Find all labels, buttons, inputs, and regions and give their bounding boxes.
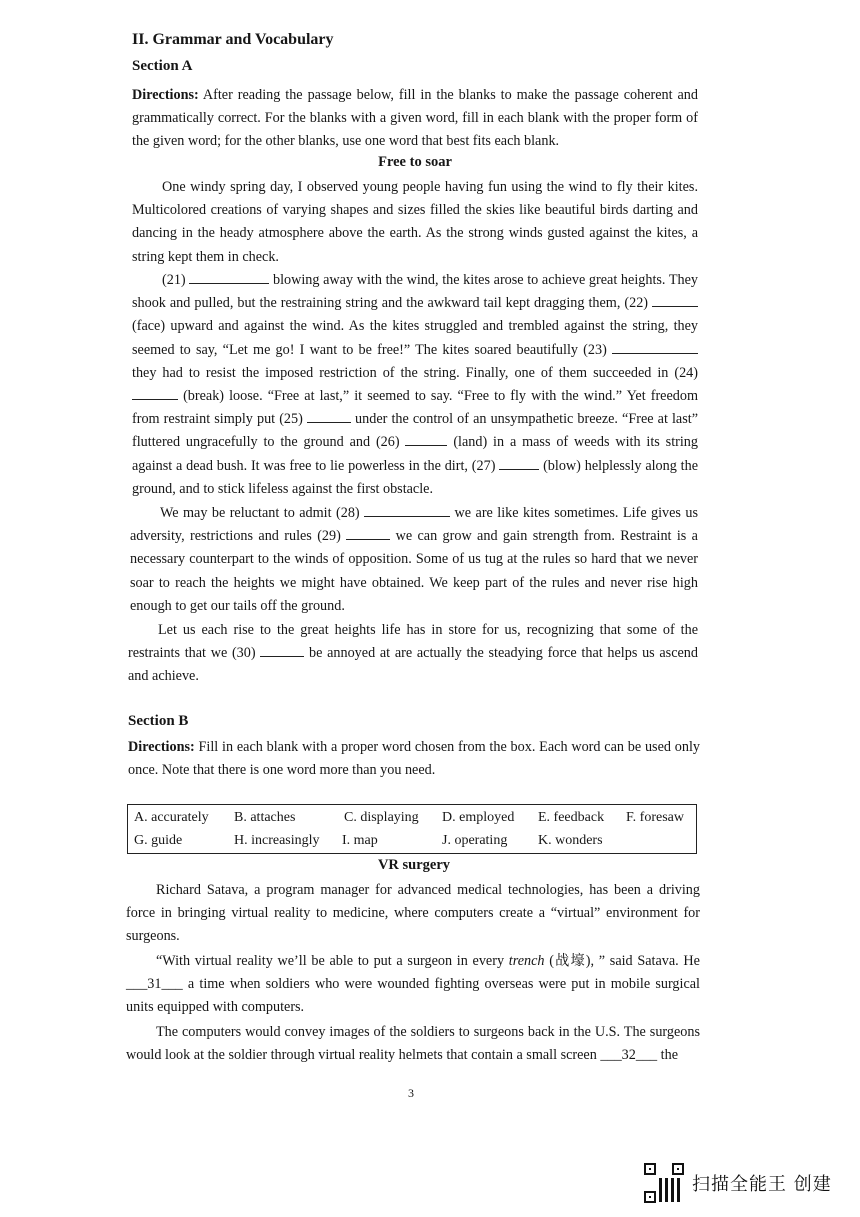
qr-code-icon xyxy=(644,1163,684,1203)
section-a-heading: Section A xyxy=(132,58,193,74)
blank-29[interactable] xyxy=(346,525,390,540)
page-number: 3 xyxy=(408,1086,414,1100)
word-bank-box xyxy=(127,804,697,854)
passage-b-paragraph-2 xyxy=(126,950,700,1020)
word-option-b: B. attaches xyxy=(234,810,296,825)
blank-32[interactable]: ___32___ xyxy=(600,1047,658,1064)
text-italic: trench xyxy=(508,953,545,969)
text: “With virtual reality we’ll be able to put a surgeon in every xyxy=(156,953,509,969)
blank-22[interactable] xyxy=(652,292,698,307)
text: (战壕), ” said Satava. He xyxy=(544,953,700,969)
text: (break) loose. “Free at last,” it seemed to say. “Free to fly with the wind.” Yet freedom from restraint simply put (25) xyxy=(132,388,698,428)
blank-23[interactable] xyxy=(612,339,698,354)
text: we can grow and gain strength from. Restraint is a necessary counterpart to the winds of opposition. Some of us tug at the rules so hard that we never soar to reach the heights we might have obtained. We keep part of the rules and never rise high enough to get our tails off the ground. xyxy=(130,528,698,614)
text: be annoyed at are actually the steadying force that helps us ascend and achieve. xyxy=(128,645,698,685)
blank-26[interactable] xyxy=(405,431,447,446)
text: The computers would convey images of the soldiers to surgeons back in the U.S. The surgeons would look at the soldier through virtual reality helmets that contain a small screen xyxy=(126,1024,700,1064)
scanner-app-credit: 扫描全能王 创建 xyxy=(692,1174,832,1195)
passage-a-paragraph-2 xyxy=(132,269,698,501)
text: we are like kites sometimes. Life gives us adversity, restrictions and rules (29) xyxy=(130,505,698,545)
blank-21[interactable] xyxy=(189,269,269,284)
blank-27[interactable] xyxy=(499,455,539,470)
text: they had to resist the imposed restriction of the string. Finally, one of them succeeded in (24) xyxy=(132,364,698,381)
directions-label: Directions: xyxy=(128,739,195,755)
word-option-e: E. feedback xyxy=(538,810,605,825)
passage-a-paragraph-4 xyxy=(128,619,698,689)
scanner-watermark xyxy=(644,1163,832,1203)
text: the xyxy=(657,1047,679,1064)
section-a-directions xyxy=(132,84,698,154)
blank-28[interactable] xyxy=(364,502,450,517)
passage-title-free-to-soar: Free to soar xyxy=(378,154,452,170)
blank-25[interactable] xyxy=(307,408,351,423)
text: blowing away with the wind, the kites arose to achieve great heights. They shook and pulled, but the restraining string and the awkward tail kept dragging them, (22) xyxy=(132,272,699,312)
directions-text: After reading the passage below, fill in the blanks to make the passage coherent and grammatically correct. For the blanks with a given word, fill in each blank with the proper form of the given word; for the other blanks, use one word that best fits each blank. xyxy=(132,87,698,150)
text: (face) upward and against the wind. As the kites struggled and trembled against the string, they seemed to say, “Let me go! I want to be free!” The kites soared beautifully (23) xyxy=(132,318,698,358)
blank-24[interactable] xyxy=(132,385,178,400)
passage-a-paragraph-3 xyxy=(130,502,698,618)
text: (blow) helplessly along the ground, and to stick lifeless against the first obstacle. xyxy=(132,457,698,497)
word-option-f: F. foresaw xyxy=(626,810,684,825)
text: (land) in a mass of weeds with its string against a dead bush. It was free to lie powerless in the dirt, (27) xyxy=(132,434,698,474)
word-option-i: I. map xyxy=(342,833,378,848)
section-b-heading: Section B xyxy=(128,713,189,729)
word-option-j: J. operating xyxy=(442,833,508,848)
word-option-d: D. employed xyxy=(442,810,515,825)
section-b-directions xyxy=(128,736,700,782)
word-option-h: H. increasingly xyxy=(234,833,320,848)
part-heading: II. Grammar and Vocabulary xyxy=(132,31,334,48)
text: We may be reluctant to admit (28) xyxy=(160,505,365,521)
word-option-g: G. guide xyxy=(134,833,183,848)
passage-a-paragraph-1: One windy spring day, I observed young people having fun using the wind to fly their kites. Multicolored creations of varying shapes and sizes filled the skies like beautiful birds darting and dancing in the heady atmosphere above the earth. As the strong winds gusted against the kites, a string kept them in check. xyxy=(132,179,698,265)
passage-title-vr-surgery: VR surgery xyxy=(377,857,451,873)
blank-31[interactable]: ___31___ xyxy=(126,976,183,993)
directions-text: Fill in each blank with a proper word chosen from the box. Each word can be used only once. Note that there is one word more than you need. xyxy=(128,739,700,779)
passage-b-paragraph-1: Richard Satava, a program manager for advanced medical technologies, has been a driving force in bringing virtual reality to medicine, where computers create a “virtual” environment for surgeons. xyxy=(126,882,700,945)
text: (21) xyxy=(162,272,190,288)
text: under the control of an unsympathetic breeze. “Free at last” fluttered ungracefully to the ground and (26) xyxy=(132,411,698,451)
text: Let us each rise to the great heights life has in store for us, recognizing that some of the restraints that we (30) xyxy=(128,622,698,662)
directions-label: Directions: xyxy=(132,87,199,103)
text: a time when soldiers who were wounded fighting overseas were put in mobile surgical units equipped with computers. xyxy=(126,976,700,1016)
passage-b-paragraph-3 xyxy=(126,1021,700,1067)
word-option-c: C. displaying xyxy=(344,810,419,825)
blank-30[interactable] xyxy=(260,642,304,657)
word-option-k: K. wonders xyxy=(538,833,603,848)
word-option-a: A. accurately xyxy=(134,810,209,825)
